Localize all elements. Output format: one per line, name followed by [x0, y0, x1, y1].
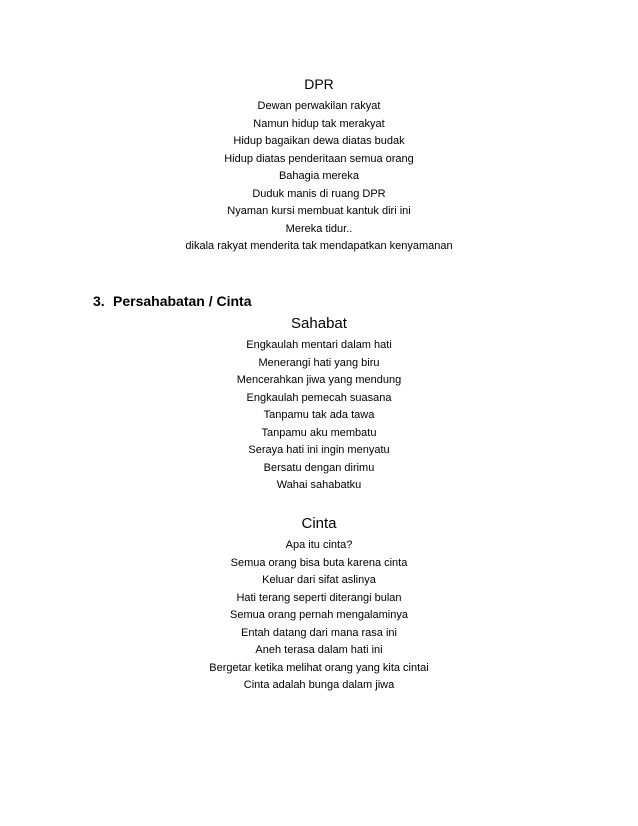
poem-line: Hidup bagaikan dewa diatas budak	[233, 135, 405, 147]
poem-line: Hidup diatas penderitaan semua orang	[224, 152, 414, 165]
poem-title: Sahabat	[291, 315, 347, 332]
poem-line: Wahai sahabatku	[276, 479, 362, 491]
poem-line: Duduk manis di ruang DPR	[252, 187, 386, 200]
poem-line: Bahagia mereka	[278, 170, 360, 182]
poem-line: Nyaman kursi membuat kantuk diri ini	[227, 205, 411, 217]
poem-line: Namun hidup tak merakyat	[253, 117, 385, 130]
poem-line: Hati terang seperti diterangi bulan	[236, 591, 402, 604]
poem-lines	[0, 337, 638, 495]
poem-line: Tanpamu tak ada tawa	[263, 409, 375, 421]
poem-lines	[0, 98, 638, 256]
poem-line: Dewan perwakilan rakyat	[257, 100, 381, 112]
section-title: Persahabatan / Cinta	[113, 293, 252, 309]
poem-sahabat	[0, 314, 638, 495]
poem-line: dikala rakyat menderita tak mendapatkan kenyamanan	[185, 240, 453, 252]
poem-line: Keluar dari sifat aslinya	[262, 574, 376, 586]
poem-line: Semua orang pernah mengalaminya	[230, 609, 408, 621]
poem-line: Aneh terasa dalam hati ini	[255, 644, 383, 656]
section-number: 3.	[93, 293, 105, 309]
poem-line: Tanpamu aku membatu	[261, 426, 377, 439]
poem-cinta	[0, 514, 638, 695]
poem-line: Mereka tidur..	[285, 222, 353, 235]
poem-line: Apa itu cinta?	[285, 539, 353, 551]
poem-line: Seraya hati ini ingin menyatu	[248, 444, 390, 456]
poem-dpr	[0, 75, 638, 256]
section-heading	[93, 292, 252, 310]
poem-line: Bergetar ketika melihat orang yang kita cintai	[209, 661, 429, 674]
poem-lines	[0, 537, 638, 695]
poem-line: Cinta adalah bunga dalam jiwa	[243, 679, 395, 691]
poem-line: Semua orang bisa buta karena cinta	[230, 556, 408, 569]
poem-line: Entah datang dari mana rasa ini	[241, 626, 397, 639]
poem-line: Engkaulah pemecah suasana	[246, 391, 392, 404]
poem-line: Bersatu dengan dirimu	[263, 461, 375, 474]
poem-line: Engkaulah mentari dalam hati	[246, 339, 392, 351]
poem-line: Mencerahkan jiwa yang mendung	[236, 374, 402, 386]
poem-line: Menerangi hati yang biru	[258, 356, 380, 369]
poem-title: Cinta	[301, 515, 337, 532]
poem-title: DPR	[304, 76, 334, 92]
